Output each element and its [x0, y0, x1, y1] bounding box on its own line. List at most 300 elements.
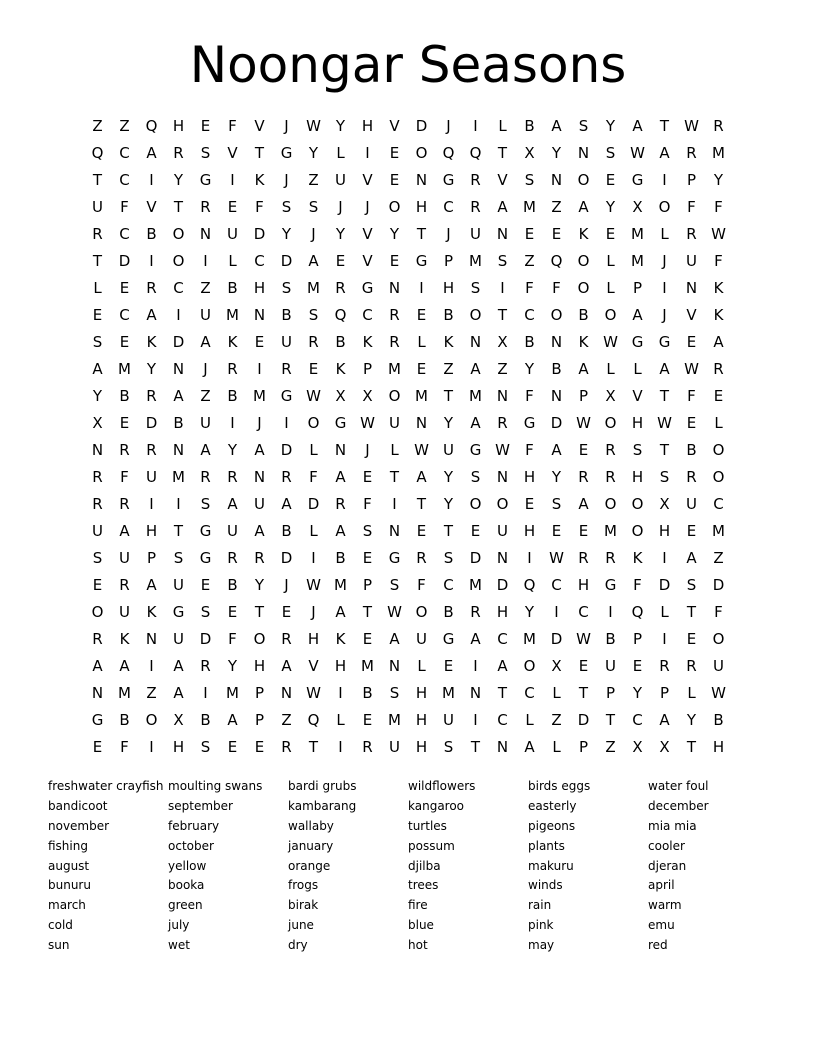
grid-letter: Q	[442, 144, 455, 162]
grid-letter: E	[524, 495, 535, 513]
grid-letter: I	[203, 684, 208, 702]
grid-letter: G	[334, 414, 347, 432]
grid-letter: U	[443, 441, 454, 459]
grid-letter: G	[442, 630, 455, 648]
grid-letter: Z	[308, 171, 319, 189]
grid-letter: H	[496, 603, 509, 621]
grid-letter: W	[549, 549, 564, 567]
word-list-item: plants	[528, 838, 565, 853]
grid-letter: F	[363, 495, 372, 513]
grid-letter: M	[469, 387, 482, 405]
grid-letter: E	[605, 225, 616, 243]
word-list-item: hot	[408, 938, 428, 953]
grid-letter: A	[254, 522, 265, 540]
word-list-item: orange	[288, 858, 331, 873]
word-list-item: yellow	[168, 858, 207, 873]
grid-row	[84, 140, 732, 167]
word-list-item: august	[48, 858, 90, 873]
grid-letter: M	[118, 360, 131, 378]
grid-letter: I	[608, 603, 613, 621]
grid-letter: T	[497, 684, 508, 702]
grid-letter: A	[335, 522, 346, 540]
grid-letter: I	[527, 549, 532, 567]
grid-letter: C	[443, 198, 454, 216]
grid-letter: H	[523, 522, 536, 540]
grid-letter: S	[443, 738, 454, 756]
grid-letter: T	[470, 738, 481, 756]
grid-letter: N	[415, 414, 428, 432]
grid-letter: I	[662, 630, 667, 648]
grid-letter: A	[551, 441, 562, 459]
grid-letter: B	[281, 306, 292, 324]
grid-letter: S	[524, 171, 535, 189]
grid-letter: W	[630, 144, 645, 162]
grid-row	[84, 464, 732, 491]
grid-letter: D	[199, 630, 212, 648]
word-list-item: rain	[528, 898, 552, 913]
grid-letter: R	[200, 468, 211, 486]
grid-letter: K	[335, 630, 346, 648]
grid-letter: L	[552, 738, 561, 756]
grid-letter: C	[362, 306, 373, 324]
grid-letter: S	[686, 576, 697, 594]
grid-letter: Z	[443, 360, 454, 378]
grid-letter: R	[605, 549, 616, 567]
grid-letter: T	[254, 603, 265, 621]
grid-letter: S	[308, 198, 319, 216]
grid-letter: E	[227, 603, 238, 621]
grid-letter: H	[415, 711, 428, 729]
grid-letter: U	[389, 738, 400, 756]
grid-letter: I	[149, 657, 154, 675]
grid-letter: P	[443, 252, 454, 270]
grid-letter: O	[496, 495, 509, 513]
grid-letter: W	[576, 414, 591, 432]
grid-letter: I	[662, 171, 667, 189]
grid-letter: G	[280, 387, 293, 405]
grid-letter: X	[659, 738, 670, 756]
grid-letter: M	[172, 468, 185, 486]
word-list-item: wildflowers	[408, 779, 476, 793]
grid-letter: R	[227, 549, 238, 567]
grid-letter: E	[416, 306, 427, 324]
grid-letter: E	[92, 576, 103, 594]
grid-letter: M	[442, 684, 455, 702]
grid-letter: R	[362, 738, 373, 756]
grid-row	[84, 707, 732, 734]
grid-letter: N	[172, 360, 185, 378]
grid-letter: U	[119, 603, 130, 621]
grid-letter: G	[199, 171, 212, 189]
grid-letter: E	[470, 522, 481, 540]
grid-letter: H	[253, 657, 266, 675]
grid-letter: T	[173, 198, 184, 216]
grid-letter: K	[335, 360, 346, 378]
grid-letter: T	[686, 738, 697, 756]
grid-letter: E	[335, 252, 346, 270]
grid-letter: Q	[307, 711, 320, 729]
grid-letter: F	[525, 279, 534, 297]
grid-letter: J	[284, 171, 289, 189]
grid-letter: F	[120, 738, 129, 756]
grid-letter: U	[470, 225, 481, 243]
grid-letter: P	[578, 387, 589, 405]
grid-letter: L	[525, 711, 534, 729]
word-list-item: july	[168, 918, 190, 933]
grid-letter: M	[604, 522, 617, 540]
grid-letter: D	[469, 549, 482, 567]
grid-letter: E	[119, 333, 130, 351]
grid-letter: J	[257, 414, 262, 432]
grid-letter: E	[254, 333, 265, 351]
grid-letter: X	[497, 333, 508, 351]
grid-letter: A	[200, 441, 211, 459]
grid-letter: F	[714, 603, 723, 621]
grid-letter: W	[711, 684, 726, 702]
grid-letter: A	[578, 198, 589, 216]
grid-letter: B	[443, 306, 454, 324]
grid-letter: V	[686, 306, 697, 324]
grid-letter: S	[200, 738, 211, 756]
grid-letter: H	[145, 522, 158, 540]
grid-letter: J	[284, 576, 289, 594]
grid-letter: R	[146, 387, 157, 405]
grid-letter: L	[417, 333, 426, 351]
grid-letter: R	[227, 468, 238, 486]
grid-letter: N	[469, 684, 482, 702]
grid-letter: D	[280, 252, 293, 270]
grid-letter: Q	[334, 306, 347, 324]
grid-letter: K	[578, 225, 589, 243]
grid-letter: E	[551, 522, 562, 540]
grid-letter: M	[361, 657, 374, 675]
grid-letter: O	[550, 306, 563, 324]
grid-letter: A	[578, 360, 589, 378]
grid-letter: G	[523, 414, 536, 432]
grid-letter: A	[227, 711, 238, 729]
grid-letter: A	[632, 306, 643, 324]
word-list-item: birds eggs	[528, 779, 591, 793]
grid-letter: W	[576, 630, 591, 648]
grid-letter: Z	[551, 198, 562, 216]
word-list-item: moulting swans	[168, 779, 263, 793]
grid-letter: T	[686, 603, 697, 621]
grid-letter: S	[389, 684, 400, 702]
grid-letter: L	[552, 684, 561, 702]
grid-letter: F	[417, 576, 426, 594]
grid-letter: G	[631, 171, 644, 189]
grid-letter: J	[284, 117, 289, 135]
word-list-item: december	[648, 798, 709, 813]
grid-letter: M	[226, 684, 239, 702]
grid-letter: O	[145, 711, 158, 729]
grid-letter: X	[551, 657, 562, 675]
grid-letter: Y	[335, 117, 346, 135]
grid-letter: O	[604, 495, 617, 513]
grid-letter: P	[605, 684, 616, 702]
grid-letter: T	[659, 387, 670, 405]
grid-letter: A	[281, 657, 292, 675]
grid-letter: C	[119, 306, 130, 324]
grid-letter: R	[389, 333, 400, 351]
grid-letter: N	[388, 657, 401, 675]
grid-letter: B	[524, 117, 535, 135]
grid-letter: T	[605, 711, 616, 729]
grid-row	[84, 572, 732, 599]
grid-letter: A	[146, 576, 157, 594]
grid-letter: M	[523, 630, 536, 648]
grid-letter: L	[390, 441, 399, 459]
grid-letter: G	[91, 711, 104, 729]
grid-letter: D	[415, 117, 428, 135]
grid-letter: S	[362, 522, 373, 540]
grid-letter: B	[443, 603, 454, 621]
word-list-item: booka	[168, 878, 205, 893]
grid-letter: F	[120, 198, 129, 216]
grid-letter: P	[254, 711, 265, 729]
grid-letter: T	[443, 522, 454, 540]
grid-letter: S	[200, 144, 211, 162]
grid-letter: O	[523, 657, 536, 675]
grid-row	[84, 599, 732, 626]
word-list-item: possum	[408, 838, 455, 853]
word-list-item: april	[648, 878, 675, 893]
grid-letter: R	[605, 441, 616, 459]
grid-letter: N	[91, 684, 104, 702]
grid-letter: R	[92, 630, 103, 648]
grid-letter: Y	[308, 144, 319, 162]
grid-letter: N	[577, 144, 590, 162]
grid-letter: D	[496, 576, 509, 594]
grid-letter: E	[281, 603, 292, 621]
grid-row	[84, 383, 732, 410]
grid-letter: W	[387, 603, 402, 621]
grid-letter: K	[119, 630, 130, 648]
grid-letter: K	[146, 603, 157, 621]
grid-letter: X	[632, 198, 643, 216]
grid-letter: I	[500, 279, 505, 297]
grid-letter: J	[365, 441, 370, 459]
grid-letter: U	[146, 468, 157, 486]
grid-row	[84, 734, 732, 761]
word-list-item: birak	[288, 898, 319, 913]
grid-letter: H	[415, 684, 428, 702]
grid-letter: U	[173, 576, 184, 594]
word-list-item: january	[288, 838, 334, 853]
grid-letter: H	[172, 117, 185, 135]
grid-letter: J	[662, 252, 667, 270]
word-list-item: bardi grubs	[288, 779, 357, 793]
grid-letter: Z	[524, 252, 535, 270]
grid-letter: I	[203, 252, 208, 270]
grid-letter: Q	[523, 576, 536, 594]
grid-letter: Q	[631, 603, 644, 621]
grid-letter: S	[92, 549, 103, 567]
grid-row	[84, 518, 732, 545]
grid-letter: S	[281, 198, 292, 216]
grid-letter: A	[119, 522, 130, 540]
grid-letter: U	[92, 198, 103, 216]
grid-letter: O	[307, 414, 320, 432]
grid-letter: B	[146, 225, 157, 243]
grid-letter: O	[712, 441, 725, 459]
grid-row	[84, 302, 732, 329]
grid-letter: C	[119, 225, 130, 243]
grid-letter: J	[311, 225, 316, 243]
grid-letter: O	[469, 306, 482, 324]
grid-letter: B	[578, 306, 589, 324]
grid-letter: K	[146, 333, 157, 351]
grid-letter: D	[172, 333, 185, 351]
grid-letter: F	[255, 198, 264, 216]
grid-letter: R	[497, 414, 508, 432]
grid-letter: V	[146, 198, 157, 216]
grid-letter: C	[713, 495, 724, 513]
grid-letter: O	[253, 630, 266, 648]
grid-letter: Z	[92, 117, 103, 135]
grid-letter: W	[603, 333, 618, 351]
grid-letter: R	[173, 144, 184, 162]
grid-letter: U	[686, 252, 697, 270]
grid-letter: A	[173, 684, 184, 702]
grid-letter: B	[119, 387, 130, 405]
word-list-item: green	[168, 898, 203, 913]
grid-row	[84, 356, 732, 383]
word-list-item: bandicoot	[48, 798, 108, 813]
grid-letter: R	[470, 198, 481, 216]
grid-letter: K	[254, 171, 265, 189]
grid-letter: A	[497, 198, 508, 216]
grid-letter: B	[173, 414, 184, 432]
grid-letter: I	[311, 549, 316, 567]
grid-letter: B	[335, 549, 346, 567]
grid-letter: I	[284, 414, 289, 432]
grid-letter: O	[577, 279, 590, 297]
word-list-item: trees	[408, 878, 439, 893]
grid-letter: A	[659, 360, 670, 378]
grid-letter: Y	[443, 414, 454, 432]
grid-letter: A	[713, 333, 724, 351]
grid-letter: A	[146, 144, 157, 162]
word-list-item: sun	[48, 938, 70, 953]
grid-letter: M	[307, 279, 320, 297]
grid-letter: A	[551, 117, 562, 135]
grid-letter: Y	[443, 468, 454, 486]
grid-letter: W	[495, 441, 510, 459]
grid-letter: G	[631, 333, 644, 351]
grid-letter: F	[714, 198, 723, 216]
grid-row	[84, 329, 732, 356]
grid-letter: O	[91, 603, 104, 621]
grid-letter: G	[415, 252, 428, 270]
grid-letter: I	[176, 495, 181, 513]
word-list-item: mia mia	[648, 818, 697, 833]
grid-letter: L	[498, 117, 507, 135]
grid-letter: N	[415, 171, 428, 189]
grid-letter: X	[173, 711, 184, 729]
grid-letter: K	[362, 333, 373, 351]
word-list-item: red	[648, 938, 668, 953]
grid-letter: E	[92, 738, 103, 756]
grid-letter: E	[389, 144, 400, 162]
grid-letter: N	[469, 333, 482, 351]
grid-letter: M	[253, 387, 266, 405]
grid-row	[84, 653, 732, 680]
grid-letter: U	[227, 522, 238, 540]
word-list-item: dry	[288, 938, 308, 953]
grid-letter: H	[172, 738, 185, 756]
grid-letter: R	[92, 468, 103, 486]
grid-letter: F	[525, 441, 534, 459]
grid-letter: O	[388, 387, 401, 405]
grid-letter: A	[497, 657, 508, 675]
grid-letter: N	[253, 306, 266, 324]
grid-letter: T	[659, 441, 670, 459]
grid-letter: K	[713, 306, 724, 324]
grid-letter: M	[631, 252, 644, 270]
grid-letter: I	[338, 684, 343, 702]
grid-letter: R	[335, 279, 346, 297]
word-list-item: cold	[48, 918, 73, 933]
grid-letter: I	[176, 306, 181, 324]
grid-letter: M	[712, 144, 725, 162]
grid-letter: S	[659, 468, 670, 486]
grid-letter: E	[632, 657, 643, 675]
grid-letter: E	[686, 522, 697, 540]
grid-letter: M	[388, 360, 401, 378]
grid-letter: W	[414, 441, 429, 459]
grid-letter: C	[443, 576, 454, 594]
grid-letter: R	[281, 630, 292, 648]
grid-letter: Q	[145, 117, 158, 135]
grid-letter: C	[524, 306, 535, 324]
grid-letter: E	[416, 522, 427, 540]
grid-letter: I	[473, 657, 478, 675]
grid-letter: R	[119, 495, 130, 513]
grid-letter: Y	[281, 225, 292, 243]
grid-letter: H	[415, 738, 428, 756]
grid-letter: N	[685, 279, 698, 297]
grid-letter: C	[119, 171, 130, 189]
grid-letter: T	[254, 144, 265, 162]
grid-letter: D	[658, 576, 671, 594]
grid-letter: B	[524, 333, 535, 351]
grid-letter: W	[684, 117, 699, 135]
grid-letter: E	[578, 657, 589, 675]
grid-letter: Q	[91, 144, 104, 162]
grid-letter: W	[306, 117, 321, 135]
grid-letter: E	[389, 171, 400, 189]
grid-letter: O	[631, 495, 644, 513]
grid-row	[84, 275, 732, 302]
grid-letter: Y	[632, 684, 643, 702]
grid-letter: R	[335, 495, 346, 513]
grid-letter: S	[443, 549, 454, 567]
grid-letter: I	[662, 279, 667, 297]
grid-letter: Z	[497, 360, 508, 378]
grid-letter: T	[92, 171, 103, 189]
grid-letter: S	[551, 495, 562, 513]
grid-letter: V	[497, 171, 508, 189]
grid-letter: E	[362, 711, 373, 729]
grid-letter: Y	[335, 225, 346, 243]
grid-letter: P	[686, 171, 697, 189]
word-list-item: turtles	[408, 818, 447, 833]
grid-letter: A	[416, 468, 427, 486]
grid-letter: Z	[551, 711, 562, 729]
grid-letter: N	[550, 387, 563, 405]
grid-letter: I	[554, 603, 559, 621]
